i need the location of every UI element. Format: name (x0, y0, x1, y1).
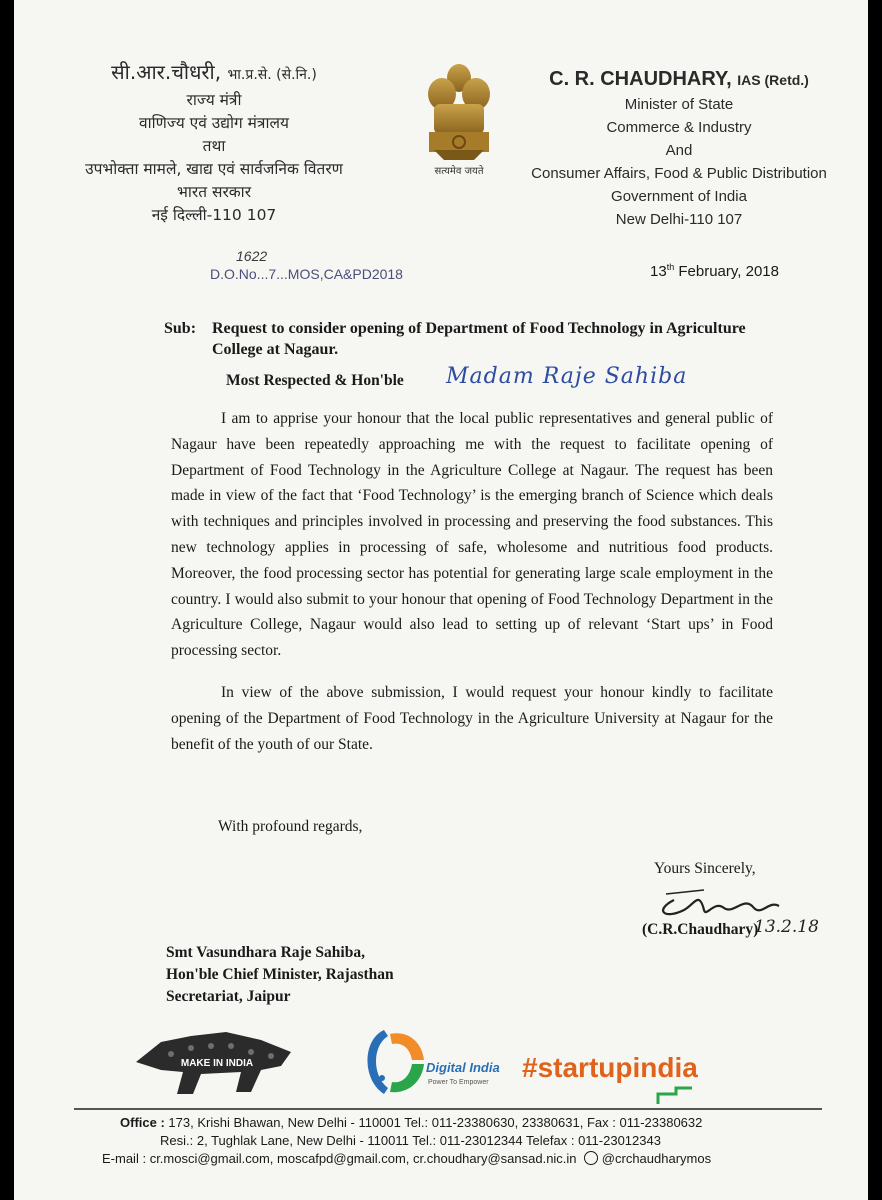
subject (164, 318, 794, 360)
resi-telefax: 011-23012343 (578, 1133, 661, 1148)
subject-text: Request to consider opening of Department of Food Technology in Agriculture College at Nagaur. (212, 320, 746, 358)
twitter-icon (584, 1151, 598, 1165)
body-paragraph: I am to apprise your honour that the local public representatives and general public of Nagaur have been repeatedly approaching me with the request to facilitate opening of Department of Food Technology in the Agriculture College at Nagaur. The request has been made in view of the fact that ‘Food Technology’ is the emerging branch of Science which deals with techniques and principles involved in processing and preserving the food substances. This new technology applies in processing of safe, wholesome and nutritious food products. Moreover, the food processing sector has potential for generating large scale employment in the country. I would also submit to your honour that opening of Food Technology Department in the Agriculture College, Nagaur would also lead to setting up of relevant ‘Start ups’ in Food processing sector. (171, 410, 773, 660)
email-label: E-mail : (102, 1151, 147, 1166)
english-line: Consumer Affairs, Food & Public Distribution (531, 165, 827, 182)
closing-regards: With profound regards, (218, 818, 363, 835)
hindi-line: नई दिल्ली-110 107 (151, 206, 277, 224)
startup-india-logo: #startupindia (522, 1052, 698, 1083)
addressee-line: Hon'ble Chief Minister, Rajasthan (166, 966, 394, 983)
english-line: Commerce & Industry (606, 119, 752, 136)
hindi-line: तथा (202, 137, 226, 155)
digital-india-text: Digital India (426, 1060, 500, 1075)
twitter-handle: @crchaudharymos (601, 1151, 712, 1166)
office-fax: 011-23380632 (619, 1115, 703, 1130)
letter-body (171, 406, 773, 757)
national-emblem-icon (414, 60, 504, 180)
startup-india-mark-icon (656, 1086, 696, 1106)
hindi-name: सी.आर.चौधरी, (111, 60, 222, 84)
english-line: New Delhi-110 107 (615, 211, 743, 228)
emblem-motto: सत्यमेव जयते (434, 166, 484, 177)
hindi-line: वाणिज्य एवं उद्योग मंत्रालय (138, 114, 290, 132)
office-label: Office : (120, 1115, 165, 1130)
hindi-name-suffix: भा.प्र.से. (से.नि.) (227, 67, 317, 83)
signatory-name: (C.R.Chaudhary) (642, 921, 759, 938)
footer-contact: Office : 173, Krishi Bhawan, New Delhi - 110001 Tel.: 011-23380630, 23380631, Fax : 011-23380632 Resi.: 2, Tughlak Lane, New Delhi - 110011 Tel.: 011-23012344 Telefax : 011-23012343 E-mail : cr.mosci@gmail.com, moscafpd@gmail.com, cr.choudhary@sansad.nic.in @crchaudharymos (102, 1115, 712, 1166)
resi-label: Resi.: (160, 1133, 194, 1148)
english-name-suffix: IAS (Retd.) (737, 72, 809, 88)
hindi-line: उपभोक्ता मामले, खाद्य एवं सार्वजनिक वितरण (85, 160, 343, 178)
english-line: Government of India (611, 188, 747, 205)
make-in-india-lion-logo (131, 1022, 301, 1100)
english-letterhead (509, 66, 849, 231)
handwritten-ref-number: 1622 (236, 248, 268, 264)
digital-india-tagline: Power To Empower (428, 1079, 489, 1086)
salutation: Most Respected & Hon'ble (226, 372, 404, 389)
letter-page (14, 0, 868, 1200)
english-line: Minister of State (624, 96, 734, 113)
addressee (166, 942, 394, 1008)
logos-strip (14, 1016, 868, 1106)
hindi-letterhead (44, 58, 384, 227)
reference-number (210, 248, 403, 282)
resi-address: 2, Tughlak Lane, New Delhi - 110011 (196, 1133, 409, 1148)
hindi-line: राज्य मंत्री (186, 91, 242, 109)
footer-divider (74, 1108, 822, 1110)
office-phone: 011-23380630, 23380631, (431, 1115, 584, 1130)
make-in-india-text: MAKE IN INDIA (180, 1058, 254, 1069)
english-name: C. R. CHAUDHARY, (549, 68, 732, 90)
english-line: And (665, 142, 693, 159)
body-paragraph: In view of the above submission, I would request your honour kindly to facilitate opening of the Department of Food Technology in the Agriculture University at Nagaur for the benefit of the youth of our State. (171, 683, 773, 753)
letter-date: 13th February, 2018 (650, 262, 779, 280)
digital-india-logo (354, 1022, 514, 1102)
office-address: 173, Krishi Bhawan, New Delhi - 110001 (168, 1115, 401, 1130)
ref-text: D.O.No...7...MOS,CA&PD2018 (210, 266, 403, 282)
resi-phone: 011-23012344 (439, 1133, 523, 1148)
addressee-line: Smt Vasundhara Raje Sahiba, (166, 944, 365, 961)
email-addresses: cr.mosci@gmail.com, moscafpd@gmail.com, cr.choudhary@sansad.nic.in (149, 1151, 577, 1166)
signature-date: 13.2.18 (754, 917, 819, 937)
handwritten-salutation: Madam Raje Sahiba (446, 364, 688, 389)
yours-sincerely: Yours Sincerely, (654, 860, 756, 877)
subject-label: Sub: (164, 320, 197, 337)
hindi-line: भारत सरकार (176, 183, 252, 201)
addressee-line: Secretariat, Jaipur (166, 988, 291, 1005)
